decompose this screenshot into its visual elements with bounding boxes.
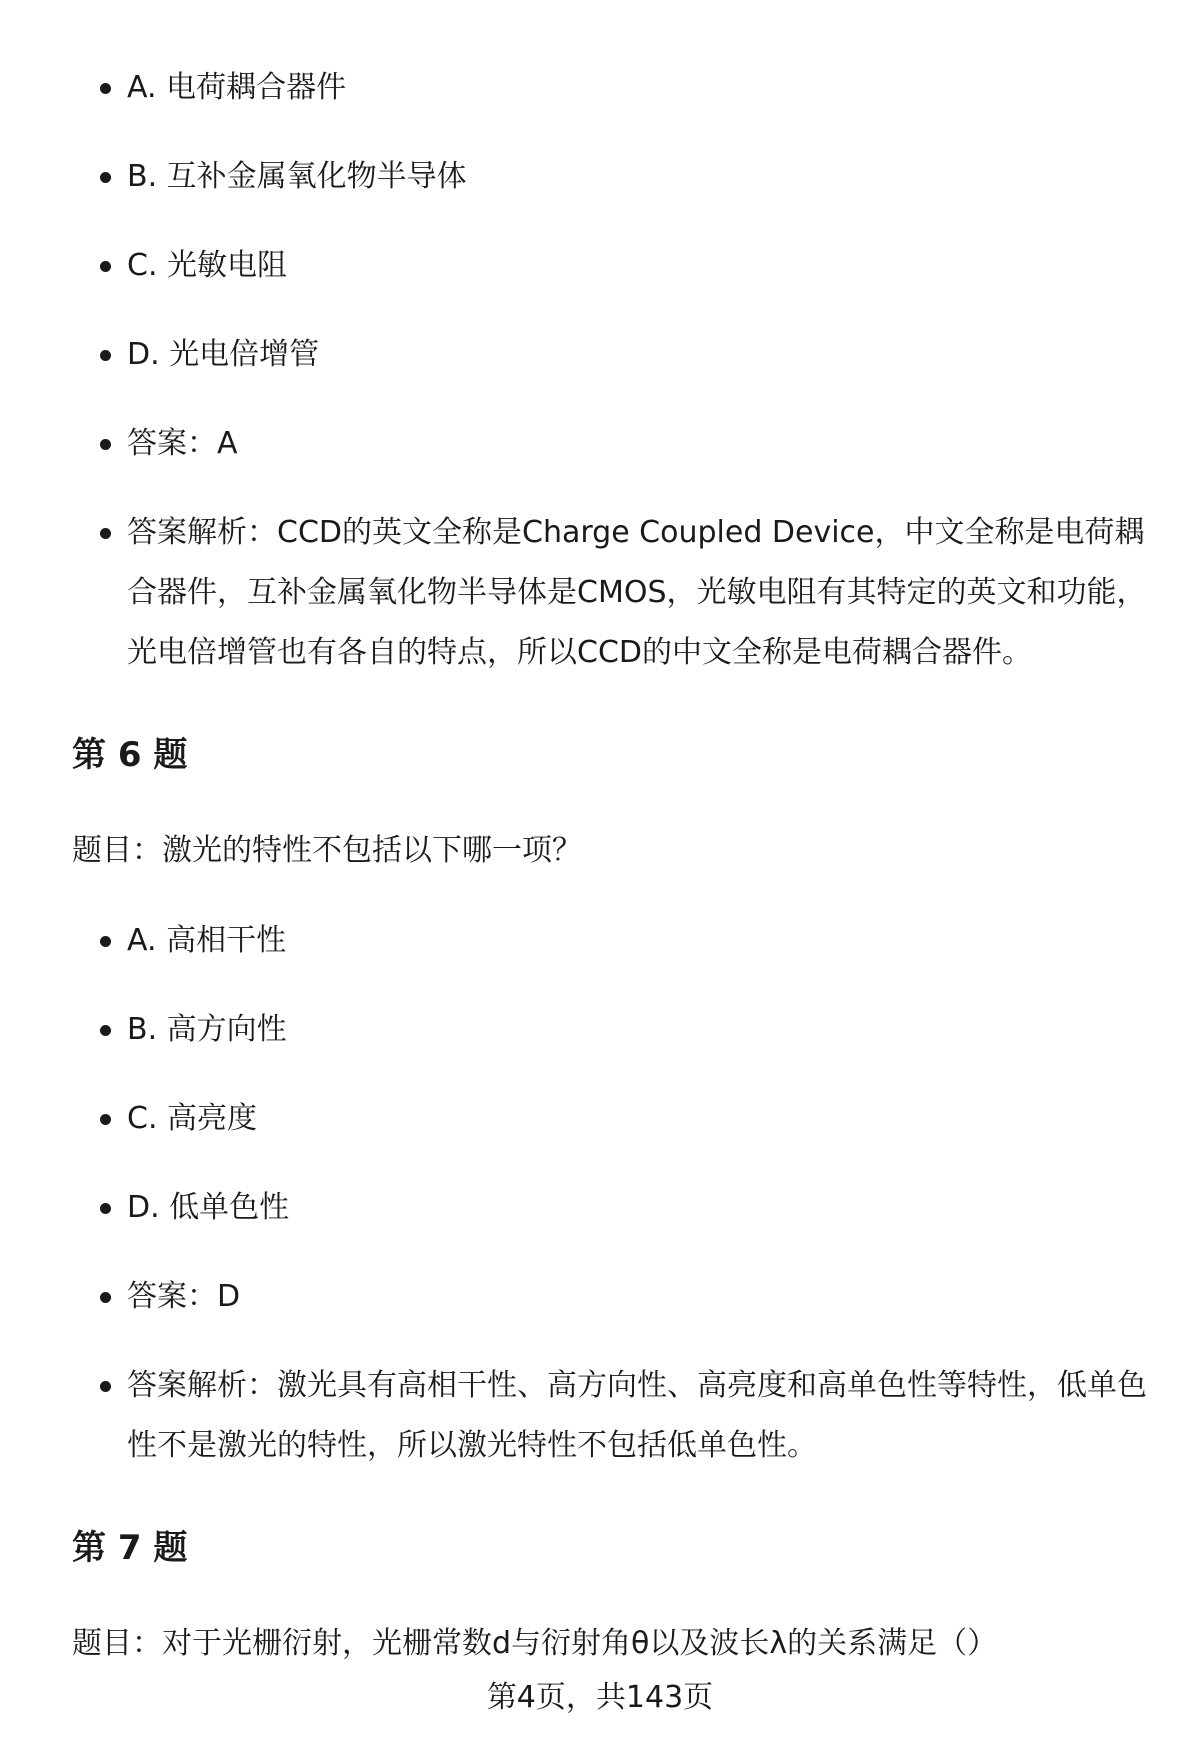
option-text: C. 高亮度 bbox=[127, 1101, 258, 1136]
option-text: A. 电荷耦合器件 bbox=[127, 70, 347, 105]
option-text: D. 光电倍增管 bbox=[127, 337, 320, 372]
explanation-item bbox=[127, 1356, 1157, 1476]
explanation-text: 答案解析：激光具有高相干性、高方向性、高亮度和高单色性等特性，低单色性不是激光的特性，所以激光特性不包括低单色性。 bbox=[127, 1368, 1147, 1463]
answer-text: 答案：D bbox=[127, 1279, 241, 1314]
option-text: D. 低单色性 bbox=[127, 1190, 290, 1225]
bullet-icon bbox=[100, 172, 111, 183]
option-item bbox=[127, 147, 1157, 207]
option-item bbox=[127, 325, 1157, 385]
option-text: B. 互补金属氧化物半导体 bbox=[127, 159, 467, 194]
question-text: 题目：对于光栅衍射，光栅常数d与衍射角θ以及波长λ的关系满足（） bbox=[72, 1626, 998, 1661]
answer-item bbox=[127, 414, 1157, 474]
option-item bbox=[127, 58, 1157, 118]
question-heading: 第 7 题 bbox=[72, 1528, 188, 1568]
option-item bbox=[127, 1178, 1157, 1238]
bullet-icon bbox=[100, 1203, 111, 1214]
explanation-item bbox=[127, 503, 1157, 683]
bullet-icon bbox=[100, 1025, 111, 1036]
option-item bbox=[127, 1000, 1157, 1060]
option-text: C. 光敏电阻 bbox=[127, 248, 288, 283]
bullet-icon bbox=[100, 261, 111, 272]
page-number: 第4页，共143页 bbox=[486, 1680, 714, 1715]
question-heading: 第 6 题 bbox=[72, 735, 188, 775]
answer-item bbox=[127, 1267, 1157, 1327]
option-text: A. 高相干性 bbox=[127, 923, 287, 958]
bullet-icon bbox=[100, 83, 111, 94]
bullet-icon bbox=[100, 350, 111, 361]
bullet-icon bbox=[100, 1114, 111, 1125]
bullet-icon bbox=[100, 1292, 111, 1303]
answer-text: 答案：A bbox=[127, 426, 238, 461]
bullet-icon bbox=[100, 936, 111, 947]
question-text: 题目：激光的特性不包括以下哪一项？ bbox=[72, 833, 582, 868]
option-item bbox=[127, 236, 1157, 296]
explanation-text: 答案解析：CCD的英文全称是Charge Coupled Device，中文全称是电荷耦合器件，互补金属氧化物半导体是CMOS，光敏电阻有其特定的英文和功能，光电倍增管也有各自的特点，所以CCD的中文全称是电荷耦合器件。 bbox=[127, 515, 1147, 670]
bullet-icon bbox=[100, 1381, 111, 1392]
bullet-icon bbox=[100, 439, 111, 450]
option-item bbox=[127, 911, 1157, 971]
option-text: B. 高方向性 bbox=[127, 1012, 287, 1047]
bullet-icon bbox=[100, 528, 111, 539]
option-item bbox=[127, 1089, 1157, 1149]
